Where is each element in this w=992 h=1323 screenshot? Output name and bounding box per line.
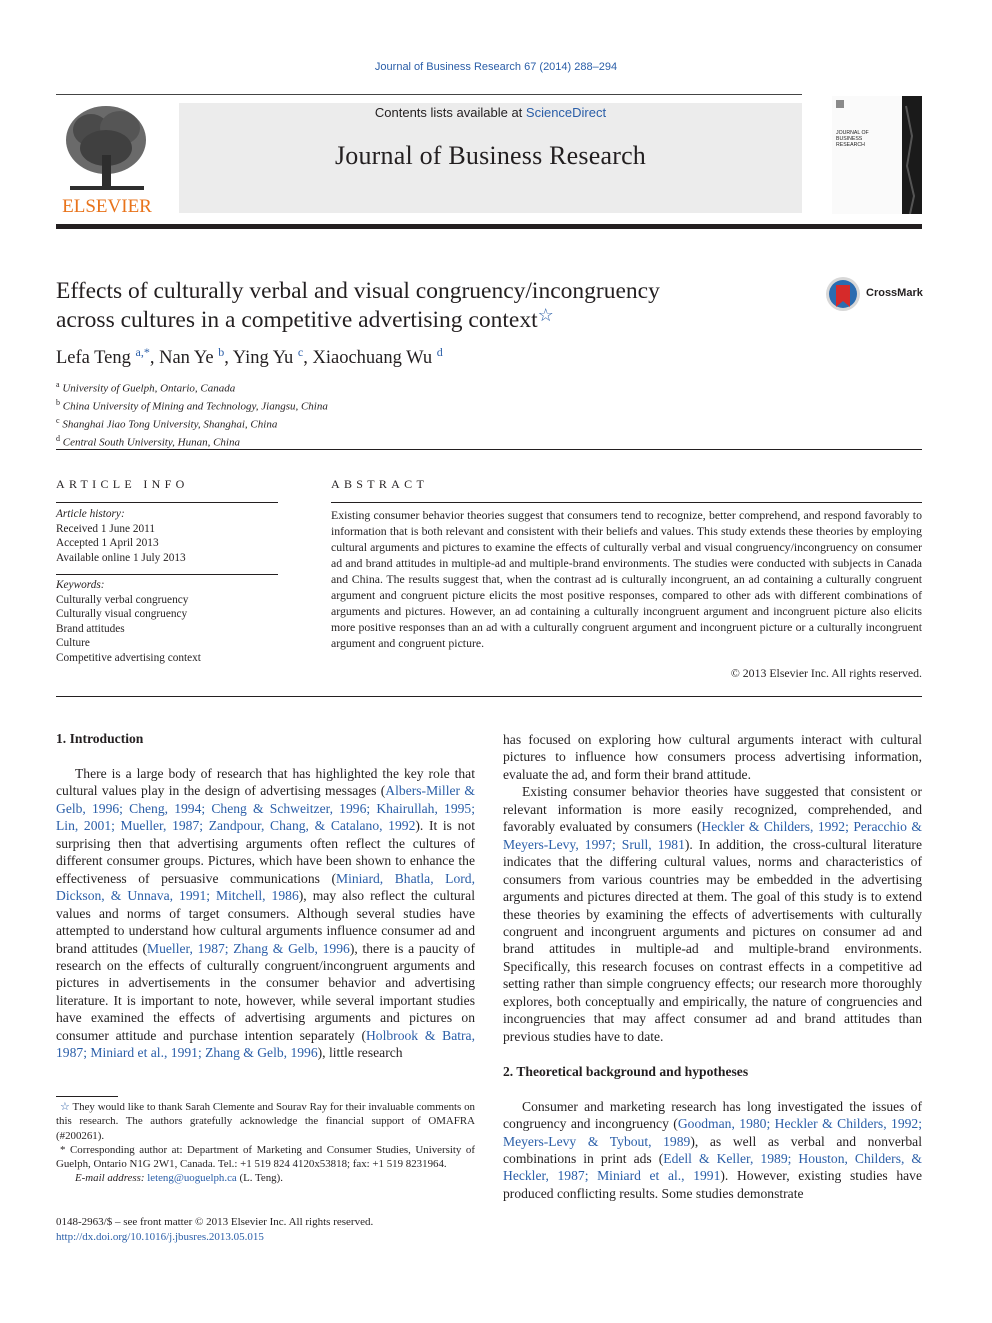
crossmark-label: CrossMark [866, 287, 923, 299]
accepted-date: Accepted 1 April 2013 [56, 537, 159, 550]
affiliation-text: University of Guelph, Ontario, Canada [62, 382, 236, 395]
section2-paragraph-1: Consumer and marketing research has long investigated the issues of congruency and incongruency (Goodman, 1980; Heckler & Childers, 1992; Meyers-Levy & Tybout, 1989), as well as verbal and nonverbal combinations in print ads (Edell & Keller, 1989; Houston, Childers, & Heckler, 1987; Miniard et al., 1991). However, existing studies have produced conflicting results. Some studies demonstrate [503, 1098, 922, 1201]
citation-link[interactable]: Mueller, 1987; Zhang & Gelb, 1996 [147, 940, 350, 956]
email-footnote: E-mail address: leteng@uoguelph.ca (L. Teng). [75, 1172, 283, 1185]
author-list [56, 345, 443, 369]
section-heading-introduction: 1. Introduction [56, 731, 144, 746]
cover-title-text: JOURNAL OF BUSINESS RESEARCH [836, 130, 869, 148]
abstract-rule [331, 502, 922, 503]
crossmark-badge[interactable] [825, 276, 925, 312]
header-top-rule [56, 94, 802, 95]
keyword: Culturally verbal congruency [56, 593, 189, 606]
affiliation-item [56, 396, 328, 414]
elsevier-tree-logo [56, 100, 158, 216]
section-heading-theoretical-background: 2. Theoretical background and hypotheses [503, 1063, 749, 1079]
author-affiliation-link[interactable]: a,* [135, 345, 150, 359]
abstract-text: Existing consumer behavior theories suggest that consumers tend to recognize, better comprehend, and respond favorably to information that is both relevant and consistent with their beliefs and values. This study extends these theories by employing cultural arguments and pictures to examine the effects of culturally verbal and visual congruency/incongruency on consumer ad and brand attitudes in multiple-ad and multiple-brand environments. The studies were conducted with subjects in Canada and China. The results suggest that, when the contrast ad is culturally incongruent, an ad containing a culturally congruent argument and congruent picture elicits the most positive responses, compared to other ads with different combinations of arguments and pictures. However, an ad containing a culturally incongruent argument and incongruent picture also elicits more positive responses than an ad with a culturally congruent argument and incongruent picture or a culturally incongruent argument and congruent picture. [331, 508, 922, 650]
history-label: Article history: [56, 508, 125, 520]
author-name: Nan Ye [159, 348, 214, 369]
affiliation-mark: d [56, 433, 60, 443]
affiliation-item [56, 378, 328, 396]
affiliation-mark: b [56, 397, 60, 407]
keyword: Culture [56, 637, 90, 649]
author-separator: , [303, 348, 313, 369]
intro-paragraph-continued: has focused on exploring how cultural arguments interact with cultural pictures to influence how consumers process advertising information, evaluate the ad, and form their brand attitude. [503, 732, 922, 782]
author-name: Xiaochuang Wu [312, 348, 433, 369]
online-date: Available online 1 July 2013 [56, 552, 186, 565]
header-thick-rule [56, 224, 922, 229]
affiliation-text: Central South University, Hunan, China [62, 436, 240, 449]
affiliation-item [56, 432, 328, 450]
article-history [56, 507, 186, 566]
body-column-2 [503, 731, 922, 1202]
crossmark-icon [825, 276, 861, 312]
article-info-rule [56, 502, 278, 503]
article-info-heading: ARTICLE INFO [56, 477, 189, 491]
author-name: Ying Yu [232, 348, 294, 369]
author-affiliation-link[interactable]: b [218, 345, 225, 359]
doi-link[interactable]: http://dx.doi.org/10.1016/j.jbusres.2013.05.015 [56, 1230, 264, 1243]
affiliations [56, 378, 328, 450]
corresponding-author-footnote: * Corresponding author at: Department of Marketing and Consumer Studies, University of Guelph, Ontario N1G 2W1, Canada. Tel.: +1 519 824 4120x53818; fax: +1 519 8231964. [56, 1143, 475, 1171]
journal-title: Journal of Business Research [334, 141, 647, 170]
section-rule [56, 696, 922, 697]
keyword: Culturally visual congruency [56, 608, 188, 620]
received-date: Received 1 June 2011 [56, 522, 156, 535]
footnote-star-mark: ☆ [60, 1101, 70, 1113]
funding-footnote: ☆ They would like to thank Sarah Clemente and Sourav Ray for their invaluable comments on this research. The authors gratefully acknowledge the financial support of OMAFRA (#200261). [56, 1101, 475, 1142]
keyword: Brand attitudes [56, 622, 125, 635]
author-separator: , [149, 348, 160, 369]
citation-link[interactable]: Miniard, Bhatla, Lord, Dickson, & Unnava, 1991; Mitchell, 1986 [56, 870, 475, 904]
author-name: Lefa Teng [56, 348, 131, 369]
contents-available-line: Contents lists available at ScienceDirect [374, 105, 607, 120]
affiliation-text: Shanghai Jiao Tong University, Shanghai, China [62, 418, 278, 431]
affiliation-text: China University of Mining and Technology, Jiangsu, China [62, 400, 328, 413]
email-link[interactable]: leteng@uoguelph.ca [147, 1172, 237, 1185]
elsevier-wordmark: ELSEVIER [62, 196, 152, 216]
keywords-block [56, 578, 201, 665]
keyword: Competitive advertising context [56, 651, 201, 664]
citation-link[interactable]: Edell & Keller, 1989; Houston, Childers, & Heckler, 1987; Miniard et al., 1991 [503, 1150, 922, 1184]
journal-header-box [179, 103, 802, 213]
citation-link[interactable]: Holbrook & Batra, 1987; Miniard et al., 1991; Zhang & Gelb, 1996 [56, 1027, 475, 1061]
journal-cover-thumbnail[interactable] [832, 96, 922, 214]
affiliation-mark: c [56, 415, 60, 425]
author-affiliation-link[interactable]: c [297, 345, 304, 359]
affiliation-item [56, 414, 328, 432]
citation-link[interactable]: Heckler & Childers, 1992; Peracchio & Meyers-Levy, 1997; Srull, 1981 [503, 819, 922, 852]
intro-paragraph-1: There is a large body of research that has highlighted the key role that cultural values play in the design of advertising messages (Albers-Miller & Gelb, 1996; Cheng, 1994; Cheng & Schweitzer, 1996; Khairullah, 1995; Lin, 2001; Mueller, 1987; Zandpour, Chang, & Catalano, 1992). It is not surprising then that advertising arguments often reflect the cultures of different consumer groups. Pictures, which have been shown to enhance the effectiveness of persuasive communications (Miniard, Bhatla, Lord, Dickson, & Unnava, 1991; Mitchell, 1986), may also reflect the cultural values and norms of target consumers. Although several studies have attempted to understand how cultural arguments influence consumer ad and brand attitudes (Mueller, 1987; Zhang & Gelb, 1996), there is a paucity of research on the effects of culturally congruent/incongruent arguments and pictures in advertisements in the consumer behavior and advertising literature. It is important to note, however, while several important studies have examined the effects of advertising arguments and pictures on consumer attitude and purchase intention separately (Holbrook & Batra, 1987; Miniard et al., 1991; Zhang & Gelb, 1996), little research [56, 766, 475, 1061]
issn-line: 0148-2963/$ – see front matter © 2013 Elsevier Inc. All rights reserved. [56, 1216, 374, 1228]
footnote-asterisk-mark: * [60, 1143, 66, 1156]
front-matter [56, 1215, 373, 1244]
footnotes [56, 1100, 475, 1186]
citation-link[interactable]: Albers-Miller & Gelb, 1996; Cheng, 1994; Cheng & Schweitzer, 1996; Khairullah, 1995; Lin, 2001; Mueller, 1987; Zandpour, Chang, & Catalano, 1992 [56, 783, 475, 834]
intro-paragraph-2: Existing consumer behavior theories have suggested that consistent or relevant information is more easily recognized, comprehended, and favorably evaluated by consumers (Heckler & Childers, 1992; Peracchio & Meyers-Levy, 1997; Srull, 1981). In addition, the cross-cultural literature indicates that the differing cultural values, norms and characteristics of consumers from various countries may be embedded in the advertising arguments and pictures directed at them. The goal of this study is to extend these theories by examining the effects of advertisements with culturally congruent and incongruent arguments and pictures on consumer ad and brand attitudes in multiple-ad and multiple-brand environments. Specifically, this research focuses on contrast effects in a competitive ad setting rather than simple congruency effects; our research more thoroughly explores, both conceptually and empirically, the nature of congruencies and incongruencies that may affect consumer ad and brand attitudes than previous studies have to date. [503, 784, 922, 1044]
sciencedirect-link[interactable]: ScienceDirect [525, 105, 607, 120]
author-affiliation-link[interactable]: d [436, 345, 443, 359]
citation-link[interactable]: Goodman, 1980; Heckler & Childers, 1992; Meyers-Levy & Tybout, 1989 [503, 1116, 922, 1149]
title-footnote-star-link[interactable]: ☆ [537, 305, 554, 325]
abstract-copyright: © 2013 Elsevier Inc. All rights reserved. [730, 666, 922, 680]
abstract-heading: ABSTRACT [331, 477, 429, 491]
journal-citation-link[interactable]: Journal of Business Research 67 (2014) 288–294 [374, 61, 618, 73]
author-separator: , [224, 348, 233, 369]
affiliation-mark: a [56, 380, 60, 389]
article-title: Effects of culturally verbal and visual congruency/incongruency across cultures in a competitive advertising context☆ [56, 278, 660, 333]
keywords-rule [56, 574, 278, 575]
section-rule [56, 449, 922, 450]
footnote-rule [56, 1096, 118, 1097]
keywords-label: Keywords: [56, 579, 105, 591]
